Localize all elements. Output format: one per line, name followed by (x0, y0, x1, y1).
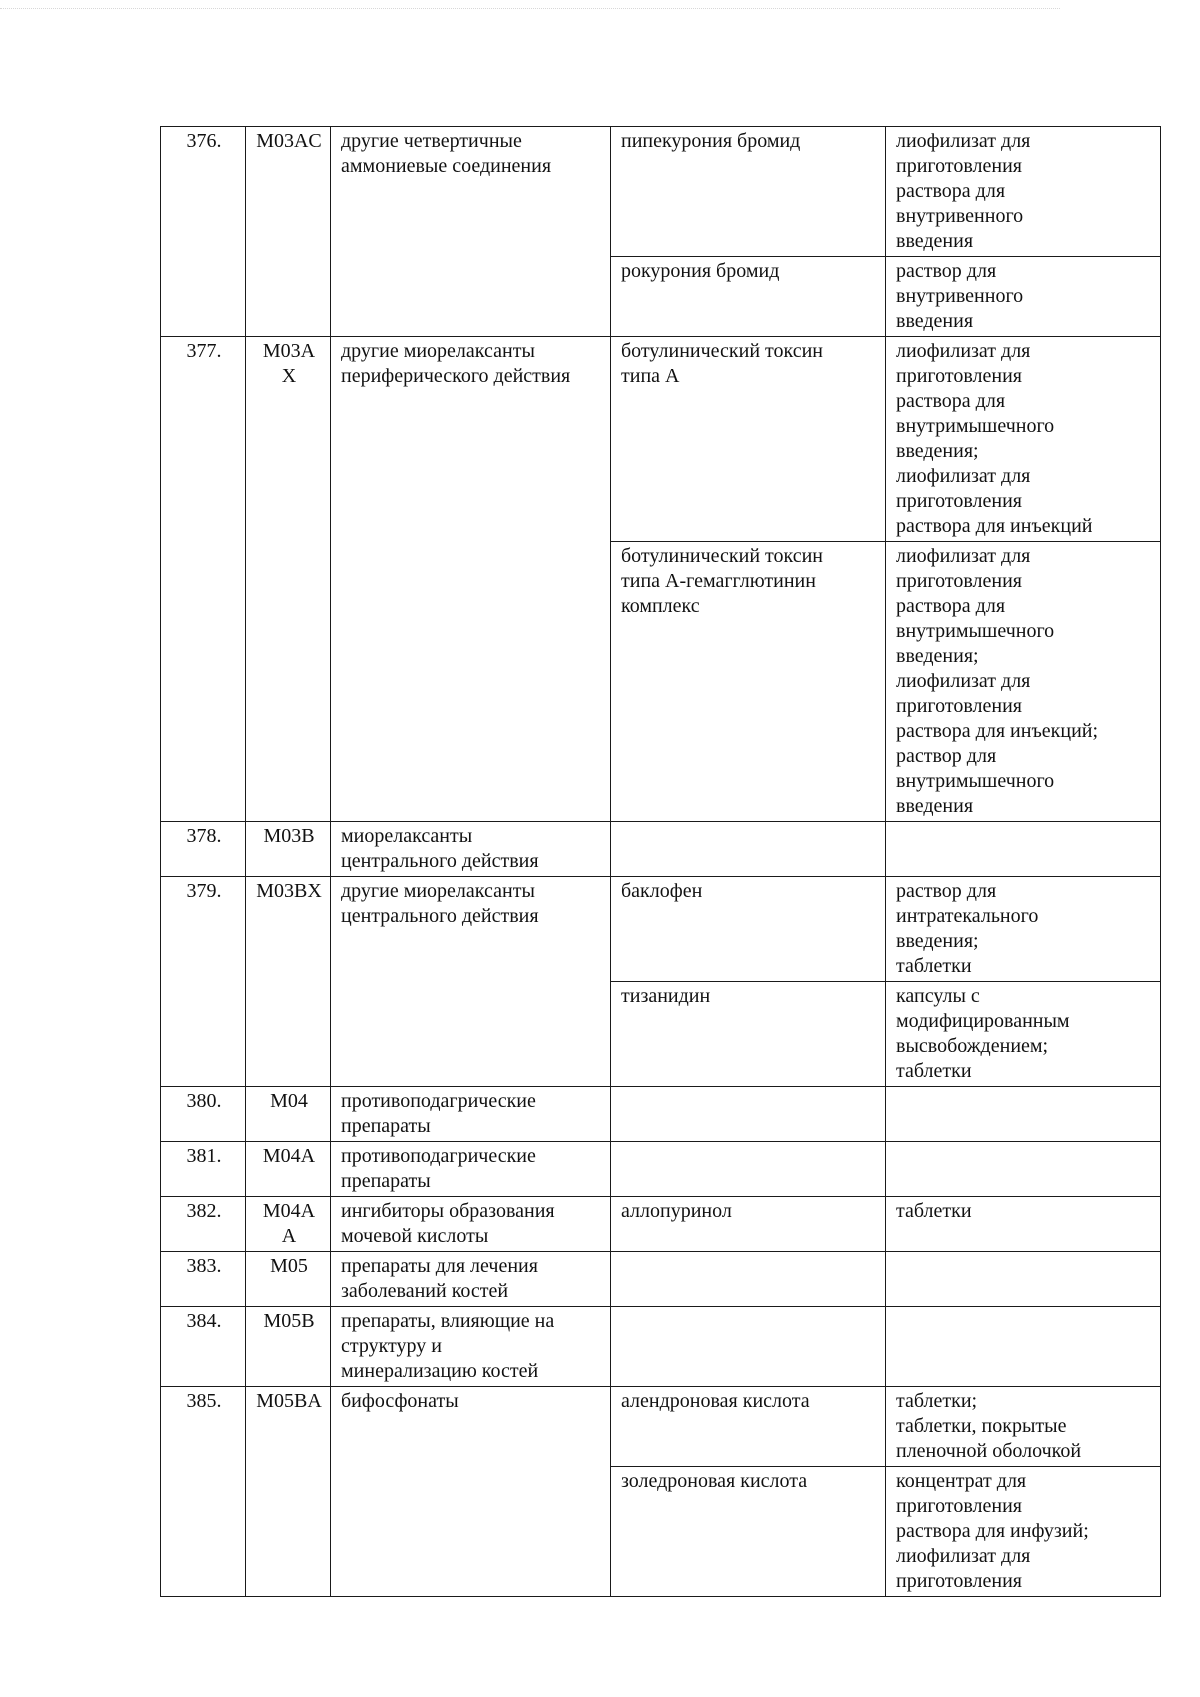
drug-name (611, 337, 886, 542)
row-number: 379. (161, 877, 246, 1087)
dosage-form-text: раствор для (896, 745, 997, 767)
dosage-form-text: лиофилизат для (896, 465, 1031, 487)
pharmacological-group (331, 1387, 611, 1597)
dosage-form-text: введения; (896, 645, 979, 667)
atc-code: M03BX (246, 877, 331, 1087)
dosage-form-text: раствор для (896, 880, 997, 902)
drug-name (611, 1387, 886, 1467)
pharmacological-group (331, 877, 611, 1087)
dosage-form-text: таблетки (896, 955, 972, 977)
dosage-form-text: пленочной оболочкой (896, 1440, 1082, 1462)
dosage-form-text: введения (896, 230, 974, 252)
drug-name-text: алендроновая кислота (621, 1390, 810, 1412)
pharmacological-group (331, 127, 611, 337)
drug-name (611, 982, 886, 1087)
dosage-form-text: внутримышечного (896, 620, 1055, 642)
atc-code: M05 (246, 1252, 331, 1307)
row-number: 377. (161, 337, 246, 822)
dosage-form-text: высвобождением; (896, 1035, 1049, 1057)
row-number: 378. (161, 822, 246, 877)
drug-name (611, 1252, 886, 1307)
atc-code: M05B (246, 1307, 331, 1387)
dosage-form-text: введения; (896, 440, 979, 462)
dosage-form-text: приготовления (896, 570, 1022, 592)
pharmacological-group-text: периферического действия (341, 365, 571, 387)
dosage-form-text: таблетки (896, 1060, 972, 1082)
dosage-form-text: раствора для инъекций (896, 515, 1093, 537)
table-row (161, 877, 1161, 982)
pharmacological-group (331, 1197, 611, 1252)
dosage-form-text: приготовления (896, 1495, 1022, 1517)
dosage-form-text: интратекального (896, 905, 1039, 927)
row-number: 376. (161, 127, 246, 337)
pharmacological-group (331, 1142, 611, 1197)
table-row (161, 1252, 1161, 1307)
drug-name-text: пипекурония бромид (621, 130, 801, 152)
dosage-form-text: лиофилизат для (896, 130, 1031, 152)
pharmacological-group-text: мочевой кислоты (341, 1225, 489, 1247)
atc-code: M04AA (246, 1197, 331, 1252)
dosage-form (886, 1197, 1161, 1252)
atc-code: M05BA (246, 1387, 331, 1597)
dosage-form (886, 542, 1161, 822)
drug-name (611, 1307, 886, 1387)
pharmacological-group-text: аммониевые соединения (341, 155, 552, 177)
table-row (161, 1387, 1161, 1467)
pharmacological-group-text: ингибиторы образования (341, 1200, 555, 1222)
pharmacological-group-text: заболеваний костей (341, 1280, 509, 1302)
drug-name-text: ботулинический токсин (621, 340, 824, 362)
table-row (161, 337, 1161, 542)
pharmacological-group-text: структуру и (341, 1335, 442, 1357)
pharmacological-group (331, 1307, 611, 1387)
dosage-form (886, 337, 1161, 542)
pharmacological-group (331, 1087, 611, 1142)
drug-name (611, 822, 886, 877)
row-number: 385. (161, 1387, 246, 1597)
dosage-form-text: введения (896, 310, 974, 332)
dosage-form-text: таблетки (896, 1200, 972, 1222)
pharmacological-group-text: другие миорелаксанты (341, 340, 535, 362)
drug-name (611, 257, 886, 337)
drug-name (611, 127, 886, 257)
page-edge-line (0, 8, 1060, 9)
dosage-form-text: внутримышечного (896, 770, 1055, 792)
dosage-form-text: капсулы с (896, 985, 980, 1007)
pharmacological-group-text: препараты (341, 1115, 431, 1137)
table-row (161, 1197, 1161, 1252)
row-number: 384. (161, 1307, 246, 1387)
dosage-form-text: внутривенного (896, 285, 1024, 307)
dosage-form-text: внутривенного (896, 205, 1024, 227)
dosage-form-text: введения (896, 795, 974, 817)
drug-name (611, 877, 886, 982)
dosage-form-text: приготовления (896, 365, 1022, 387)
dosage-form-text: лиофилизат для (896, 340, 1031, 362)
dosage-form-text: таблетки; (896, 1390, 978, 1412)
dosage-form-text: приготовления (896, 695, 1022, 717)
atc-code: M03B (246, 822, 331, 877)
atc-code: M03AX (246, 337, 331, 822)
pharmacological-group-text: другие миорелаксанты (341, 880, 535, 902)
pharmacological-group (331, 337, 611, 822)
drug-name-text: баклофен (621, 880, 703, 902)
table-row (161, 1307, 1161, 1387)
pharmacological-group-text: центрального действия (341, 850, 539, 872)
dosage-form-text: лиофилизат для (896, 1545, 1031, 1567)
dosage-form-text: раствора для (896, 180, 1006, 202)
pharmacological-group-text: центрального действия (341, 905, 539, 927)
drug-name-text: ботулинический токсин (621, 545, 824, 567)
pharmacological-group-text: противоподагрические (341, 1090, 536, 1112)
pharmacological-group-text: миорелаксанты (341, 825, 473, 847)
document-page (160, 126, 1160, 1597)
drug-name-text: рокурония бромид (621, 260, 780, 282)
dosage-form (886, 127, 1161, 257)
drug-name-text: золедроновая кислота (621, 1470, 808, 1492)
dosage-form (886, 257, 1161, 337)
dosage-form (886, 877, 1161, 982)
dosage-form (886, 1087, 1161, 1142)
table-row (161, 1087, 1161, 1142)
drug-name-text: аллопуринол (621, 1200, 732, 1222)
drug-name (611, 1197, 886, 1252)
drug-name-text: типа А (621, 365, 680, 387)
pharmacological-group-text: бифосфонаты (341, 1390, 459, 1412)
dosage-form-text: раствор для (896, 260, 997, 282)
dosage-form-text: внутримышечного (896, 415, 1055, 437)
dosage-form-text: модифицированным (896, 1010, 1070, 1032)
dosage-form-text: концентрат для (896, 1470, 1027, 1492)
dosage-form-text: приготовления (896, 155, 1022, 177)
dosage-form-text: введения; (896, 930, 979, 952)
dosage-form-text: таблетки, покрытые (896, 1415, 1067, 1437)
drug-name-text: тизанидин (621, 985, 711, 1007)
dosage-form (886, 1387, 1161, 1467)
row-number: 381. (161, 1142, 246, 1197)
dosage-form (886, 1142, 1161, 1197)
atc-code: M03AC (246, 127, 331, 337)
row-number: 383. (161, 1252, 246, 1307)
row-number: 382. (161, 1197, 246, 1252)
dosage-form (886, 1307, 1161, 1387)
drug-name-text: комплекс (621, 595, 700, 617)
drug-name (611, 542, 886, 822)
dosage-form-text: приготовления (896, 1570, 1022, 1592)
dosage-form (886, 822, 1161, 877)
dosage-form (886, 1467, 1161, 1597)
drug-name (611, 1467, 886, 1597)
pharmacological-group-text: препараты (341, 1170, 431, 1192)
dosage-form (886, 982, 1161, 1087)
table-row (161, 127, 1161, 257)
dosage-form-text: раствора для инфузий; (896, 1520, 1089, 1542)
pharmacological-group (331, 822, 611, 877)
dosage-form-text: раствора для (896, 595, 1006, 617)
dosage-form-text: лиофилизат для (896, 670, 1031, 692)
table-body (161, 127, 1161, 1597)
drug-name-text: типа А-гемагглютинин (621, 570, 816, 592)
pharmacological-group (331, 1252, 611, 1307)
pharmacological-group-text: противоподагрические (341, 1145, 536, 1167)
drug-table (160, 126, 1161, 1597)
dosage-form-text: приготовления (896, 490, 1022, 512)
pharmacological-group-text: препараты, влияющие на (341, 1310, 555, 1332)
pharmacological-group-text: другие четвертичные (341, 130, 522, 152)
pharmacological-group-text: препараты для лечения (341, 1255, 538, 1277)
dosage-form-text: раствора для (896, 390, 1006, 412)
atc-code: M04A (246, 1142, 331, 1197)
drug-name (611, 1142, 886, 1197)
drug-name (611, 1087, 886, 1142)
table-row (161, 1142, 1161, 1197)
dosage-form (886, 1252, 1161, 1307)
table-row (161, 822, 1161, 877)
atc-code: M04 (246, 1087, 331, 1142)
dosage-form-text: лиофилизат для (896, 545, 1031, 567)
row-number: 380. (161, 1087, 246, 1142)
pharmacological-group-text: минерализацию костей (341, 1360, 539, 1382)
dosage-form-text: раствора для инъекций; (896, 720, 1099, 742)
